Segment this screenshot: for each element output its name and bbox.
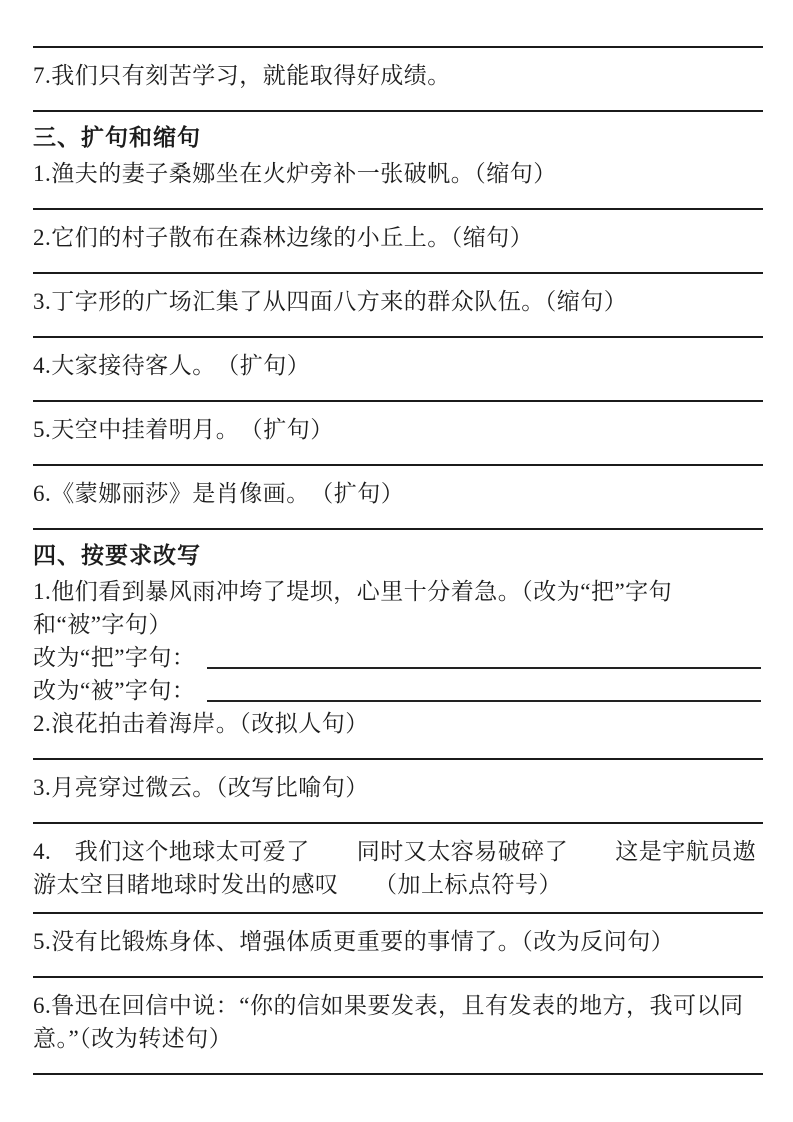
answer-blank-label: 改为“被”字句： bbox=[33, 678, 196, 703]
exercise-item: 4. 我们这个地球太可爱了 同时又太容易破碎了 这是宇航员遨游太空目睹地球时发出的感叹 （加上标点符号） bbox=[33, 839, 757, 897]
exercise-item: 1.他们看到暴风雨冲垮了堤坝，心里十分着急。（改为“把”字句和“被”字句） bbox=[33, 579, 673, 637]
exercise-item: 6.《蒙娜丽莎》是肖像画。 （扩句） bbox=[33, 481, 405, 506]
exercise-item: 1.渔夫的妻子桑娜坐在火炉旁补一张破帆。（缩句） bbox=[33, 161, 557, 186]
exercise-item: 6.鲁迅在回信中说：“你的信如果要发表，且有发表的地方，我可以同意。”（改为转述句） bbox=[33, 993, 744, 1051]
exercise-item: 3.丁字形的广场汇集了从四面八方来的群众队伍。（缩句） bbox=[33, 289, 628, 314]
exercise-item: 3.月亮穿过微云。（改写比喻句） bbox=[33, 775, 369, 800]
exercise-item: 2.浪花拍击着海岸。（改拟人句） bbox=[33, 711, 369, 736]
answer-underline bbox=[207, 700, 761, 702]
answer-underline bbox=[207, 667, 761, 669]
answer-blank-label: 改为“把”字句： bbox=[33, 645, 196, 670]
exercise-item: 5.天空中挂着明月。 （扩句） bbox=[33, 417, 334, 442]
exercise-item: 2.它们的村子散布在森林边缘的小丘上。（缩句） bbox=[33, 225, 534, 250]
divider bbox=[33, 1073, 763, 1075]
exercise-item: 4.大家接待客人。 （扩句） bbox=[33, 353, 311, 378]
exercise-item-7: 7.我们只有刻苦学习，就能取得好成绩。 bbox=[33, 63, 451, 88]
section-heading-rewrite: 四、按要求改写 bbox=[33, 543, 201, 568]
exercise-item: 5.没有比锻炼身体、增强体质更重要的事情了。（改为反问句） bbox=[33, 929, 675, 954]
section-heading-expand-shrink: 三、扩句和缩句 bbox=[33, 125, 201, 150]
answer-blank-row-bei bbox=[33, 674, 763, 707]
answer-blank-row-ba bbox=[33, 641, 763, 674]
